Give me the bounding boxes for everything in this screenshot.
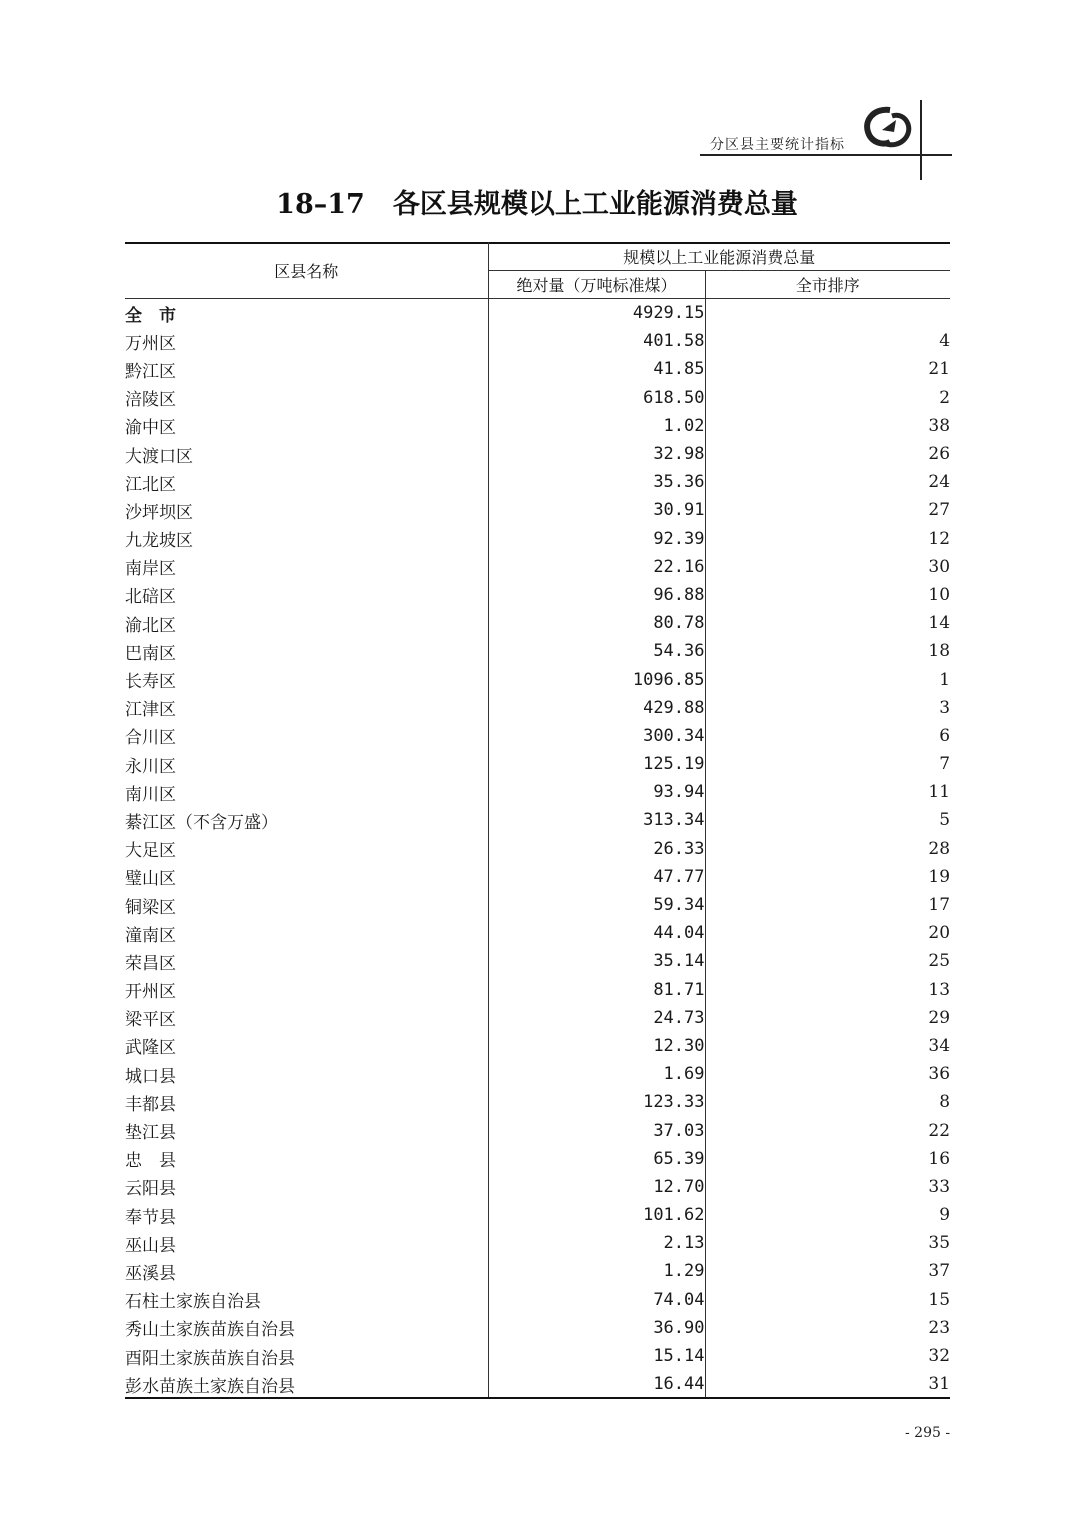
table-row bbox=[125, 1370, 950, 1398]
absolute-value: 618.50 bbox=[488, 384, 705, 412]
district-name: 渝中区 bbox=[125, 412, 488, 440]
district-name: 铜梁区 bbox=[125, 891, 488, 919]
table-row bbox=[125, 1229, 950, 1257]
absolute-value: 81.71 bbox=[488, 976, 705, 1004]
district-name: 北碚区 bbox=[125, 581, 488, 609]
district-name: 垫江县 bbox=[125, 1116, 488, 1144]
table-row bbox=[125, 496, 950, 524]
city-rank: 15 bbox=[928, 1289, 951, 1310]
district-name: 全 市 bbox=[125, 299, 488, 328]
absolute-value: 36.90 bbox=[488, 1314, 705, 1342]
city-rank: 14 bbox=[928, 613, 951, 634]
city-rank: 29 bbox=[928, 1007, 951, 1028]
city-rank: 21 bbox=[928, 359, 951, 380]
table-bottom-rule bbox=[125, 1397, 950, 1399]
city-rank: 1 bbox=[939, 669, 951, 690]
absolute-value: 429.88 bbox=[488, 694, 705, 722]
running-header bbox=[700, 96, 960, 180]
city-rank: 7 bbox=[939, 754, 951, 775]
table-title: 各区县规模以上工业能源消费总量 bbox=[392, 189, 798, 220]
city-rank: 13 bbox=[928, 979, 951, 1000]
table-row bbox=[125, 1314, 950, 1342]
table-row bbox=[125, 694, 950, 722]
absolute-value: 74.04 bbox=[488, 1286, 705, 1314]
absolute-value: 313.34 bbox=[488, 806, 705, 834]
district-name: 酉阳土家族苗族自治县 bbox=[125, 1342, 488, 1370]
absolute-value: 401.58 bbox=[488, 327, 705, 355]
city-rank: 8 bbox=[939, 1092, 951, 1113]
absolute-value: 80.78 bbox=[488, 609, 705, 637]
energy-consumption-table bbox=[125, 242, 950, 1398]
district-name: 潼南区 bbox=[125, 919, 488, 947]
absolute-value: 37.03 bbox=[488, 1116, 705, 1144]
column-header-district: 区县名称 bbox=[125, 242, 488, 299]
table-number: 18–17 bbox=[276, 189, 365, 220]
page-title bbox=[0, 182, 1074, 221]
city-rank: 4 bbox=[939, 331, 951, 352]
district-name: 璧山区 bbox=[125, 863, 488, 891]
district-name: 綦江区（不含万盛） bbox=[125, 806, 488, 834]
district-name: 巫山县 bbox=[125, 1229, 488, 1257]
city-rank: 30 bbox=[928, 556, 951, 577]
absolute-value: 47.77 bbox=[488, 863, 705, 891]
city-rank: 36 bbox=[928, 1064, 951, 1085]
absolute-value: 24.73 bbox=[488, 1004, 705, 1032]
absolute-value: 300.34 bbox=[488, 722, 705, 750]
column-header-absolute: 绝对量（万吨标准煤） bbox=[488, 271, 705, 299]
absolute-value: 41.85 bbox=[488, 355, 705, 383]
city-rank: 37 bbox=[928, 1261, 951, 1282]
column-header-rank: 全市排序 bbox=[705, 271, 950, 299]
city-rank: 34 bbox=[928, 1035, 951, 1056]
absolute-value: 92.39 bbox=[488, 525, 705, 553]
district-name: 涪陵区 bbox=[125, 384, 488, 412]
city-rank: 3 bbox=[939, 697, 951, 718]
district-name: 石柱土家族自治县 bbox=[125, 1286, 488, 1314]
district-name: 黔江区 bbox=[125, 355, 488, 383]
district-name: 大足区 bbox=[125, 835, 488, 863]
absolute-value: 22.16 bbox=[488, 553, 705, 581]
city-rank: 25 bbox=[928, 951, 951, 972]
district-name: 长寿区 bbox=[125, 665, 488, 693]
city-rank: 28 bbox=[928, 838, 951, 859]
absolute-value: 15.14 bbox=[488, 1342, 705, 1370]
statistics-logo-icon bbox=[860, 102, 916, 154]
city-rank: 11 bbox=[928, 782, 951, 803]
table-row bbox=[125, 1257, 950, 1285]
section-label: 分区县主要统计指标 bbox=[710, 137, 845, 153]
city-rank: 6 bbox=[939, 725, 951, 746]
city-rank: 17 bbox=[928, 895, 951, 916]
table-row bbox=[125, 1032, 950, 1060]
district-name: 云阳县 bbox=[125, 1173, 488, 1201]
city-rank bbox=[705, 299, 950, 328]
absolute-value: 54.36 bbox=[488, 637, 705, 665]
district-name: 合川区 bbox=[125, 722, 488, 750]
table-row bbox=[125, 665, 950, 693]
table-row bbox=[125, 637, 950, 665]
table-row bbox=[125, 1201, 950, 1229]
table-row bbox=[125, 806, 950, 834]
district-name: 荣昌区 bbox=[125, 947, 488, 975]
city-rank: 38 bbox=[928, 415, 951, 436]
table-row bbox=[125, 891, 950, 919]
header-rule bbox=[700, 154, 952, 156]
district-name: 江津区 bbox=[125, 694, 488, 722]
district-name: 九龙坡区 bbox=[125, 525, 488, 553]
table-row bbox=[125, 1060, 950, 1088]
district-name: 武隆区 bbox=[125, 1032, 488, 1060]
table-row bbox=[125, 1173, 950, 1201]
table-row bbox=[125, 1116, 950, 1144]
city-rank: 32 bbox=[928, 1346, 951, 1367]
table-row bbox=[125, 976, 950, 1004]
district-name: 忠 县 bbox=[125, 1145, 488, 1173]
absolute-value: 44.04 bbox=[488, 919, 705, 947]
table-row bbox=[125, 299, 950, 328]
absolute-value: 59.34 bbox=[488, 891, 705, 919]
absolute-value: 101.62 bbox=[488, 1201, 705, 1229]
table-body bbox=[125, 299, 950, 1399]
absolute-value: 1.02 bbox=[488, 412, 705, 440]
absolute-value: 12.70 bbox=[488, 1173, 705, 1201]
district-name: 永川区 bbox=[125, 750, 488, 778]
city-rank: 20 bbox=[928, 923, 951, 944]
district-name: 奉节县 bbox=[125, 1201, 488, 1229]
city-rank: 5 bbox=[939, 810, 951, 831]
district-name: 开州区 bbox=[125, 976, 488, 1004]
district-name: 江北区 bbox=[125, 468, 488, 496]
table-row bbox=[125, 1088, 950, 1116]
city-rank: 31 bbox=[928, 1374, 951, 1395]
district-name: 渝北区 bbox=[125, 609, 488, 637]
absolute-value: 12.30 bbox=[488, 1032, 705, 1060]
absolute-value: 32.98 bbox=[488, 440, 705, 468]
absolute-value: 4929.15 bbox=[488, 299, 705, 328]
table-row bbox=[125, 1286, 950, 1314]
column-group-header: 规模以上工业能源消费总量 bbox=[488, 242, 950, 271]
district-name: 城口县 bbox=[125, 1060, 488, 1088]
absolute-value: 16.44 bbox=[488, 1370, 705, 1398]
table-row bbox=[125, 327, 950, 355]
table-row bbox=[125, 778, 950, 806]
absolute-value: 93.94 bbox=[488, 778, 705, 806]
city-rank: 24 bbox=[928, 472, 951, 493]
table-row bbox=[125, 835, 950, 863]
table-row bbox=[125, 947, 950, 975]
absolute-value: 123.33 bbox=[488, 1088, 705, 1116]
absolute-value: 1096.85 bbox=[488, 665, 705, 693]
table-row bbox=[125, 609, 950, 637]
table-row bbox=[125, 863, 950, 891]
absolute-value: 26.33 bbox=[488, 835, 705, 863]
table-row bbox=[125, 581, 950, 609]
table-row bbox=[125, 355, 950, 383]
absolute-value: 1.29 bbox=[488, 1257, 705, 1285]
city-rank: 16 bbox=[928, 1148, 951, 1169]
table-row bbox=[125, 553, 950, 581]
city-rank: 33 bbox=[928, 1176, 951, 1197]
city-rank: 12 bbox=[928, 528, 951, 549]
district-name: 大渡口区 bbox=[125, 440, 488, 468]
district-name: 万州区 bbox=[125, 327, 488, 355]
city-rank: 9 bbox=[939, 1205, 951, 1226]
absolute-value: 35.14 bbox=[488, 947, 705, 975]
city-rank: 23 bbox=[928, 1317, 951, 1338]
page-number: - 295 - bbox=[905, 1425, 951, 1441]
city-rank: 35 bbox=[928, 1233, 951, 1254]
city-rank: 10 bbox=[928, 584, 951, 605]
city-rank: 27 bbox=[928, 500, 951, 521]
absolute-value: 1.69 bbox=[488, 1060, 705, 1088]
city-rank: 2 bbox=[939, 387, 951, 408]
district-name: 秀山土家族苗族自治县 bbox=[125, 1314, 488, 1342]
city-rank: 26 bbox=[928, 444, 951, 465]
table-row bbox=[125, 525, 950, 553]
table-row bbox=[125, 750, 950, 778]
header-vertical-rule bbox=[920, 100, 922, 180]
absolute-value: 30.91 bbox=[488, 496, 705, 524]
district-name: 南岸区 bbox=[125, 553, 488, 581]
district-name: 彭水苗族土家族自治县 bbox=[125, 1370, 488, 1398]
table-row bbox=[125, 468, 950, 496]
absolute-value: 65.39 bbox=[488, 1145, 705, 1173]
city-rank: 19 bbox=[928, 866, 951, 887]
table-row bbox=[125, 384, 950, 412]
district-name: 沙坪坝区 bbox=[125, 496, 488, 524]
table-row bbox=[125, 722, 950, 750]
table-row bbox=[125, 1004, 950, 1032]
absolute-value: 125.19 bbox=[488, 750, 705, 778]
table-row bbox=[125, 1145, 950, 1173]
district-name: 梁平区 bbox=[125, 1004, 488, 1032]
table-row bbox=[125, 919, 950, 947]
table-row bbox=[125, 412, 950, 440]
absolute-value: 35.36 bbox=[488, 468, 705, 496]
city-rank: 18 bbox=[928, 641, 951, 662]
district-name: 巫溪县 bbox=[125, 1257, 488, 1285]
city-rank: 22 bbox=[928, 1120, 951, 1141]
district-name: 丰都县 bbox=[125, 1088, 488, 1116]
absolute-value: 96.88 bbox=[488, 581, 705, 609]
district-name: 南川区 bbox=[125, 778, 488, 806]
absolute-value: 2.13 bbox=[488, 1229, 705, 1257]
district-name: 巴南区 bbox=[125, 637, 488, 665]
table-row bbox=[125, 440, 950, 468]
table-row bbox=[125, 1342, 950, 1370]
